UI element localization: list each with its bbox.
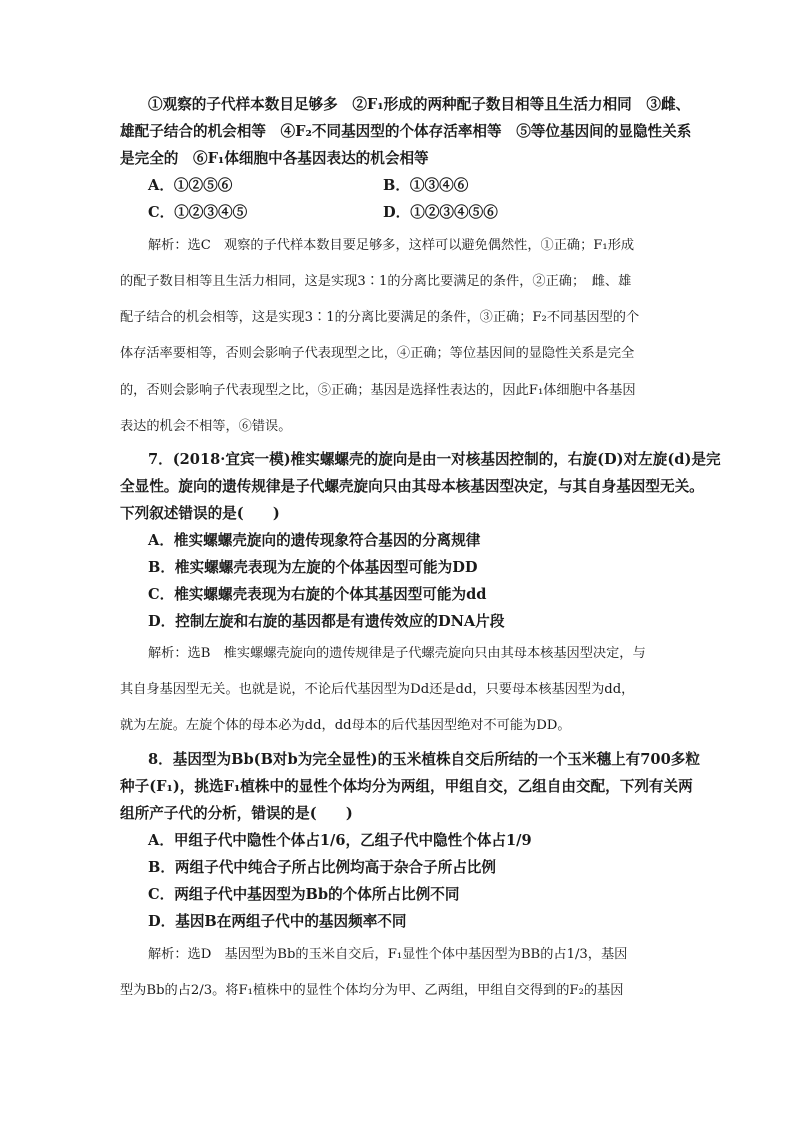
q6-explanation-line-6: 表达的机会不相等，⑥错误。	[120, 419, 292, 434]
q8-option-c: C．两组子代中基因型为Bb的个体所占比例不同	[148, 886, 460, 903]
q7-stem-line-1: 7．(2018·宜宾一模)椎实螺螺壳的旋向是由一对核基因控制的，右旋(D)对左旋(d)是完	[148, 451, 721, 468]
q7-explanation-line-1: 解析：选B 椎实螺螺壳旋向的遗传规律是子代螺壳旋向只由其母本核基因型决定，与	[148, 646, 646, 661]
q6-stem-line-2: 雄配子结合的机会相等 ④F₂不同基因型的个体存活率相等 ⑤等位基因间的显隐性关系	[120, 123, 692, 140]
q6-option-d: D．①②③④⑤⑥	[383, 204, 498, 221]
q6-explanation-line-4: 体存活率要相等，否则会影响子代表现型之比，④正确；等位基因间的显隐性关系是完全	[120, 346, 635, 361]
q8-stem-line-2: 种子(F₁)，挑选F₁植株中的显性个体均分为两组，甲组自交，乙组自由交配，下列有关两	[120, 778, 693, 795]
q8-stem-line-1: 8．基因型为Bb(B对b为完全显性)的玉米植株自交后所结的一个玉米穗上有700多粒	[148, 751, 700, 768]
q7-option-c: C．椎实螺螺壳表现为右旋的个体其基因型可能为dd	[148, 586, 487, 603]
q8-option-b: B．两组子代中纯合子所占比例均高于杂合子所占比例	[148, 859, 496, 876]
q6-option-b: B．①③④⑥	[383, 177, 469, 194]
q8-stem-line-3: 组所产子代的分析，错误的是( )	[120, 805, 353, 822]
q8-explanation-line-2: 型为Bb的占2/3。将F₁植株中的显性个体均分为甲、乙两组，甲组自交得到的F₂的基因	[120, 983, 624, 998]
q7-option-a: A．椎实螺螺壳旋向的遗传现象符合基因的分离规律	[148, 532, 481, 549]
q6-explanation-line-5: 的，否则会影响子代表现型之比，⑤正确；基因是选择性表达的，因此F₁体细胞中各基因	[120, 383, 636, 398]
q7-stem-line-2: 全显性。旋向的遗传规律是子代螺壳旋向只由其母本核基因型决定，与其自身基因型无关。	[120, 478, 704, 495]
q6-option-a: A．①②⑤⑥	[148, 177, 233, 194]
q6-stem-line-3: 是完全的 ⑥F₁体细胞中各基因表达的机会相等	[120, 150, 429, 167]
q7-option-d: D．控制左旋和右旋的基因都是有遗传效应的DNA片段	[148, 613, 505, 630]
q7-explanation-line-2: 其自身基因型无关。也就是说，不论后代基因型为Dd还是dd，只要母本核基因型为dd，	[120, 682, 635, 697]
q6-explanation-line-3: 配子结合的机会相等，这是实现3∶1的分离比要满足的条件，③正确；F₂不同基因型的个	[120, 310, 640, 325]
q8-explanation-line-1: 解析：选D 基因型为Bb的玉米自交后，F₁显性个体中基因型为BB的占1/3，基因	[148, 947, 628, 962]
q6-explanation-line-2: 的配子数目相等且生活力相同，这是实现3∶1的分离比要满足的条件，②正确； 雌、雄	[120, 274, 632, 289]
q7-explanation-line-3: 就为左旋。左旋个体的母本必为dd，dd母本的后代基因型绝对不可能为DD。	[120, 718, 571, 733]
q8-option-a: A．甲组子代中隐性个体占1/6，乙组子代中隐性个体占1/9	[148, 832, 532, 849]
q7-stem-line-3: 下列叙述错误的是( )	[120, 505, 280, 522]
q6-option-c: C．①②③④⑤	[148, 204, 248, 221]
q6-explanation-line-1: 解析：选C 观察的子代样本数目要足够多，这样可以避免偶然性，①正确；F₁形成	[148, 238, 635, 253]
q7-option-b: B．椎实螺螺壳表现为左旋的个体基因型可能为DD	[148, 559, 478, 576]
q8-option-d: D．基因B在两组子代中的基因频率不同	[148, 913, 407, 930]
q6-stem-line-1: ①观察的子代样本数目足够多 ②F₁形成的两种配子数目相等且生活力相同 ③雌、	[148, 96, 691, 113]
